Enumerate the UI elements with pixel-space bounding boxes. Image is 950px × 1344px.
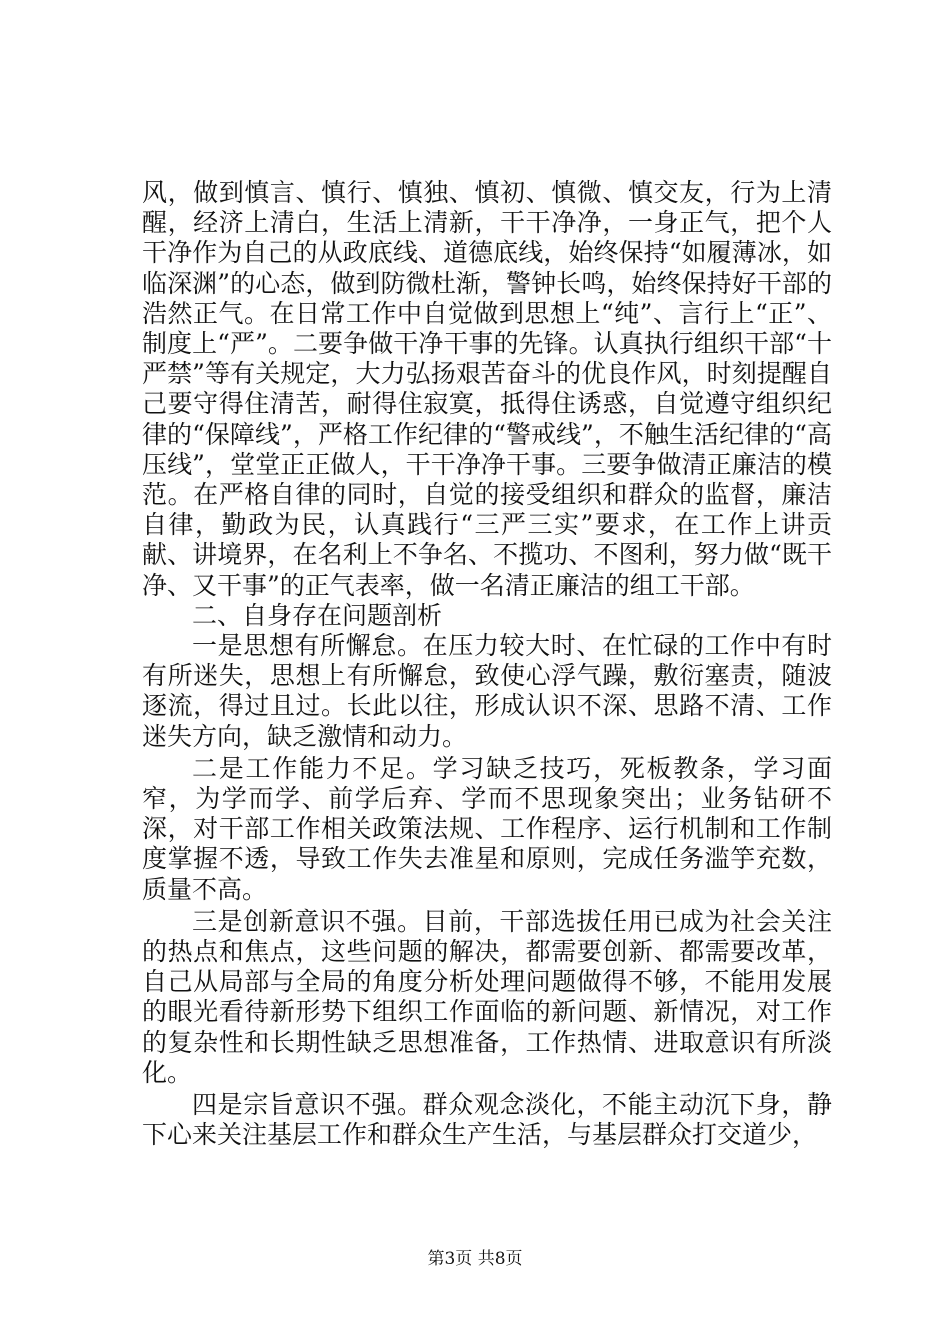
page-footer: 第3页 共8页 [427, 1249, 523, 1269]
body-paragraph-1: 风，做到慎言、慎行、慎独、慎初、慎微、慎交友，行为上清醒，经济上清白，生活上清新，干干净净，一身正气，把个人干净作为自己的从政底线、道德底线，始终保持“如履薄冰，如临深渊”的心态，做到防微杜渐，警钟长鸣，始终保持好干部的浩然正气。在日常工作中自觉做到思想上“纯”、言行上“正”、制度上“严”。二要争做干净干事的先锋。认真执行组织干部“十严禁”等有关规定，大力弘扬艰苦奋斗的优良作风，时刻提醒自己要守得住清苦，耐得住寂寞，抵得住诱惑，自觉遵守组织纪律的“保障线”，严格工作纪律的“警戒线”，不触生活纪律的“高压线”，堂堂正正做人，干干净净干事。三要争做清正廉洁的模范。在严格自律的同时，自觉的接受组织和群众的监督，廉洁自律，勤政为民，认真践行“三严三实”要求，在工作上讲贡献、讲境界，在名利上不争名、不揽功、不图利，努力做“既干净、又干事”的正气表率，做一名清正廉洁的组工干部。 [142, 178, 832, 600]
body-paragraph-3: 二是工作能力不足。学习缺乏技巧，死板教条，学习面窄，为学而学、前学后弃、学而不思现象突出；业务钻研不深，对干部工作相关政策法规、工作程序、运行机制和工作制度掌握不透，导致工作失去准星和原则，完成任务滥竽充数，质量不高。 [142, 753, 832, 904]
body-paragraph-2: 一是思想有所懈怠。在压力较大时、在忙碌的工作中有时有所迷失，思想上有所懈怠，致使心浮气躁，敷衍塞责，随波逐流，得过且过。长此以往，形成认识不深、思路不清、工作迷失方向，缺乏激情和动力。 [142, 631, 832, 751]
section-heading: 二、自身存在问题剖析 [192, 600, 443, 630]
body-paragraph-5: 四是宗旨意识不强。群众观念淡化，不能主动沉下身，静下心来关注基层工作和群众生产生活，与基层群众打交道少， [142, 1090, 832, 1150]
body-paragraph-4: 三是创新意识不强。目前，干部选拔任用已成为社会关注的热点和焦点，这些问题的解决，都需要创新、都需要改革，自己从局部与全局的角度分析处理问题做得不够，不能用发展的眼光看待新形势下组织工作面临的新问题、新情况，对工作的复杂性和长期性缺乏思想准备，工作热情、进取意识有所淡化。 [142, 906, 832, 1087]
document-body [142, 178, 832, 1151]
